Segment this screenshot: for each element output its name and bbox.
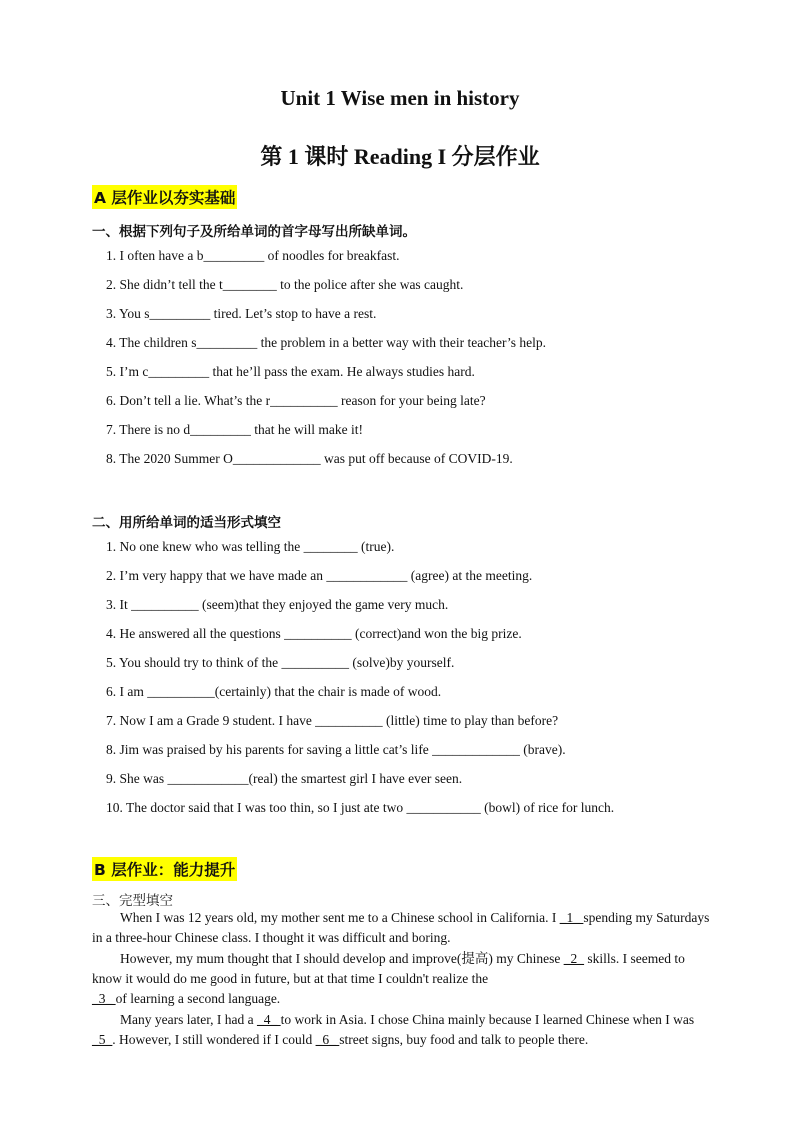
list-item: 1. I often have a b_________ of noodles for breakfast. <box>106 248 400 263</box>
cloze-paragraph-1 <box>92 908 712 948</box>
list-item: 6. I am __________(certainly) that the chair is made of wood. <box>106 684 442 699</box>
cloze-paragraph-3 <box>92 1010 712 1050</box>
cloze-blank-2: _2_ <box>563 951 585 966</box>
part3-heading: 三、完型填空 <box>92 893 173 909</box>
part2-heading: 二、用所给单词的适当形式填空 <box>92 515 281 531</box>
list-item: 3. You s_________ tired. Let’s stop to have a rest. <box>106 306 377 321</box>
section-a-highlight: A 层作业以夯实基础 <box>92 185 237 209</box>
list-item: 4. The children s_________ the problem in a better way with their teacher’s help. <box>106 335 547 350</box>
cloze-text: . However, I still wondered if I could <box>112 1032 316 1047</box>
list-item: 2. I’m very happy that we have made an ____________ (agree) at the meeting. <box>106 568 533 583</box>
cloze-text: of learning a second language. <box>115 991 281 1006</box>
cloze-blank-3: _3_ <box>92 991 116 1006</box>
list-item: 7. There is no d_________ that he will make it! <box>106 422 363 437</box>
cloze-blank-4: _4_ <box>257 1012 281 1027</box>
cloze-text: to work in Asia. I chose China mainly because I learned Chinese when I was <box>280 1012 695 1027</box>
cloze-blank-5: _5_ <box>92 1032 113 1047</box>
list-item: 5. You should try to think of the __________ (solve)by yourself. <box>106 655 455 670</box>
cloze-paragraph-2 <box>92 949 712 1009</box>
cloze-text: When I was 12 years old, my mother sent me to a Chinese school in California. I <box>120 910 560 925</box>
page-title: Unit 1 Wise men in history <box>280 86 520 110</box>
page-subtitle: 第 1 课时 Reading I 分层作业 <box>260 144 540 169</box>
list-item: 8. The 2020 Summer O_____________ was put off because of COVID-19. <box>106 451 513 466</box>
cloze-blank-1: _1_ <box>559 910 584 925</box>
list-item: 4. He answered all the questions __________ (correct)and won the big prize. <box>106 626 522 641</box>
part1-heading: 一、根据下列句子及所给单词的首字母写出所缺单词。 <box>92 224 416 240</box>
cloze-blank-6: _6_ <box>315 1032 340 1047</box>
list-item: 9. She was ____________(real) the smartest girl I have ever seen. <box>106 771 463 786</box>
cloze-text: skills. I seemed to know it would do me good in future, but at that time I couldn't realize the <box>92 951 685 986</box>
list-item: 3. It __________ (seem)that they enjoyed the game very much. <box>106 597 449 612</box>
list-item: 6. Don’t tell a lie. What’s the r__________ reason for your being late? <box>106 393 486 408</box>
section-b-highlight: B 层作业：能力提升 <box>92 857 237 881</box>
cloze-text: street signs, buy food and talk to people there. <box>339 1032 589 1047</box>
list-item: 10. The doctor said that I was too thin, so I just ate two ___________ (bowl) of rice for lunch. <box>106 800 615 815</box>
list-item: 8. Jim was praised by his parents for saving a little cat’s life _____________ (brave). <box>106 742 566 757</box>
list-item: 1. No one knew who was telling the ________ (true). <box>106 539 395 554</box>
cloze-text: However, my mum thought that I should develop and improve(提高) my Chinese <box>120 951 564 966</box>
list-item: 5. I’m c_________ that he’ll pass the exam. He always studies hard. <box>106 364 475 379</box>
list-item: 7. Now I am a Grade 9 student. I have __________ (little) time to play than before? <box>106 713 559 728</box>
list-item: 2. She didn’t tell the t________ to the police after she was caught. <box>106 277 464 292</box>
cloze-text: spending my Saturdays in a three-hour Chinese class. I thought it was difficult and boring. <box>92 910 710 945</box>
cloze-text: Many years later, I had a <box>120 1012 258 1027</box>
